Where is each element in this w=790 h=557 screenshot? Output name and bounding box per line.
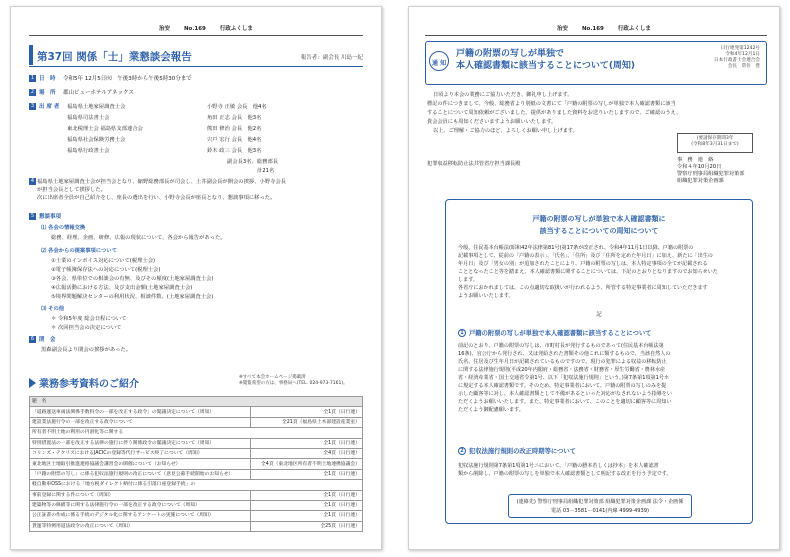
table-row — [30, 521, 363, 531]
section-body-line: 示した顧客等に対し、本人確認書類として不備があるといった対応がなされないよう指導をい — [458, 391, 672, 397]
topic-2-item: ④広報活動における方法、及び支出金額(土地家屋調査士会) — [51, 285, 193, 291]
table-row — [30, 469, 363, 479]
reference-header — [29, 375, 363, 393]
section-heading-text: 犯収法施行規則の改正時期等について — [469, 448, 576, 455]
section-body-line: 類から削除し、戸籍の附票の写しを単独で本人確認書類として明記する改正を行う予定です。 — [458, 471, 672, 477]
section-number-circle: 2 — [458, 447, 466, 455]
cell-source: 全1頁（日行連） — [251, 500, 363, 510]
section-1-body — [458, 342, 742, 414]
header-publication: 行政ふくしま — [219, 26, 253, 32]
cell-title: 事前登録に関する件について（周知） — [30, 490, 251, 500]
topic-2-item: ③各会、県単位での相談会の有無、及びその頻度(土地家屋調査士会) — [51, 276, 214, 282]
attendee-org: 福島県土地家屋調査士会 — [67, 104, 126, 110]
cell-title: 所有者不明土地の利用の円滑化等に関する — [30, 428, 363, 438]
cell-source: 全21頁（福島県土木部建設産業室） — [251, 417, 363, 427]
cell-title: 軽自動車OSSにおける「地方税ダイレクト納付に係る引落口座登録手続」の — [30, 480, 363, 490]
cell-title: 公正証書の作成に係る手続のデジタル化に関するアンケートの実施について（周知） — [30, 511, 251, 521]
reference-title: 業務参考資料のご紹介 — [39, 379, 139, 390]
section-body-line: 省・経済産業省・国土交通省令第1号、以下「犯収法施行規則」という。)第7条第1項第1号ホ — [458, 375, 670, 381]
section-body-line: 前記のとおり、戸籍の附票の写しは、市町村長が発行するものであって(住民基本台帳法第 — [458, 343, 664, 349]
header-issue-number: No.169 — [183, 26, 206, 32]
cell-source: 全1頁（日行連） — [251, 407, 363, 417]
cell-title: 「戸籍の附票の写し」に係る犯収法施行規則の改正について（意見公募手続開始のお知らせ） — [30, 469, 251, 479]
item-attendees — [29, 103, 63, 111]
topic-3-heading: ⑶ その他 — [41, 306, 65, 312]
cell-source: 全1頁（日行連） — [251, 438, 363, 448]
cell-title: 「道路運送車両法関係手数料令の一部を改正する政令」の閲議決定について（周知） — [30, 407, 251, 417]
sender-dept: 組織犯罪対策企画課 — [677, 178, 724, 184]
cell-source: 全1頁（日行連） — [251, 469, 363, 479]
header-publication: 行政ふくしま — [617, 26, 651, 32]
column-header: 題 名 — [30, 397, 363, 407]
report-title: 第37回 関係「士」業懇談会報告 — [37, 51, 192, 63]
item-closing — [29, 336, 63, 344]
notice-title-line: 本人確認書類に該当することについて(周知) — [456, 61, 636, 71]
cell-source: 全25頁（日行連） — [251, 521, 363, 531]
doc-body — [458, 244, 742, 300]
item-label: 場 所 — [39, 90, 56, 96]
left-page-header — [159, 24, 265, 32]
cell-source: 全4頁（東北地区所有者不明土地連携協議会） — [251, 459, 363, 469]
intro-line: 次に出席者全員が自己紹介をし、座長の選出を行い、小野寺会長が座長となり、懇談事項に移った。 — [37, 195, 276, 201]
contact-phone: 電話 03－3581－0141(内線 4999-4939) — [551, 508, 649, 514]
retention-line: (要請保存期間3年 — [696, 136, 734, 141]
topic-2-item: ①士業のインボイス対応について(税理士会) — [51, 258, 156, 264]
item-date — [29, 75, 192, 83]
attendee-org: 福島県社会保険労務士会 — [67, 137, 126, 143]
addressee: 犯罪収益移転防止法共管省庁担当課長殿 — [427, 161, 521, 167]
sender-block — [677, 157, 744, 185]
notice-date: 令和4年12月1日 — [725, 52, 760, 57]
reference-table — [29, 396, 363, 532]
right-page — [408, 6, 780, 550]
notice-doc-number: 日行連発第1242号 — [720, 46, 760, 51]
header-rule — [29, 35, 363, 36]
topic-2-item: ⑤境界問題解決センターの利用状況、相談件数、(土地家屋調査士会) — [51, 294, 214, 300]
sender-date: 令和４年10月20日 — [677, 164, 722, 170]
table-row — [30, 428, 363, 438]
topic-3-item: ＊ 令和5年度 総会日程について — [51, 316, 127, 322]
notice-title — [456, 48, 635, 72]
header-org: 治安 — [557, 26, 569, 32]
item-number: 1 — [30, 75, 35, 81]
table-row — [30, 448, 363, 458]
section-body-line: に規定する本人確認書類です。そのため、特定事業者において、戸籍の附票の写しのみを提 — [458, 383, 667, 389]
right-page-header — [557, 24, 663, 32]
section-body-line: 16条)、官公庁から発行され、又は発給された書類その他これに類するもので、当該自然人の — [458, 351, 671, 357]
cell-source: 全1頁（日行連） — [251, 490, 363, 500]
notice-title-line: 戸籍の附票の写しが単独で — [456, 49, 565, 59]
cell-title: コリンズ・テクリスにおけるJACICの登録等代行サービス終了について（周知） — [30, 448, 251, 458]
topic-3-item: ＊ 次回担当会の決定について — [51, 325, 122, 331]
doc-body-line: 記載事項として、従前の「戸籍の表示」、「氏名」、「住所」及び「住所を定めた年月日」に加え、新たに「出生の — [458, 253, 713, 259]
table-row — [30, 500, 363, 510]
attendee-extra: 副会長3名、総務部長 — [227, 159, 279, 165]
item-label: 閉 会 — [39, 337, 56, 343]
doc-body-line: 今般、住民基本台帳法(昭和42年法律第81号)第17条が改正され、令和4年11月1日以降、戸籍の附票の — [458, 245, 694, 251]
doc-body-line: 各省庁におかれましては、この点適切な取扱いが行われるよう、所管する特定事業者に周知していただきます — [458, 285, 708, 291]
contact-dept: (連絡先) 警察庁刑事局組織犯罪対策部 組織犯罪対策企画課 法令・企画係 — [516, 499, 684, 505]
attendee-org: 福島県行政書士会 — [67, 148, 110, 154]
reporter: 報告者：副会長 川島一紀 — [300, 55, 363, 61]
table-row — [30, 407, 363, 417]
cell-title: 特別措置法の一部を改正する法律の施行に伴う関係政令の閣議決定について（周知） — [30, 438, 251, 448]
section-body-line: 氏名、住居及び生年月日が記載されているものですので、現行の犯罪による収益の移転防止 — [458, 359, 667, 365]
document-frame — [445, 199, 753, 524]
doc-body-line: ようお願いいたします。 — [458, 293, 514, 299]
intro-line: 福島県土地家屋調査士会が担当会となり、縮野総務部長が司会し、土井副会長が開会の挨拶、小野寺会長 — [37, 179, 286, 185]
attendee-person: 熊田 修治 会長 他2名 — [207, 126, 262, 132]
item-topics — [29, 213, 61, 221]
item-number: 5 — [30, 213, 35, 219]
cell-source: 全4頁（日行連） — [251, 448, 363, 458]
notice-title-box — [425, 41, 767, 85]
attendee-org: 福島県司法書士会 — [67, 115, 110, 121]
table-row — [30, 480, 363, 490]
item-number: 4 — [30, 178, 35, 184]
section-body-line: に関する法律施行規則(平成20年内閣府・総務省・法務省・財務省・厚生労働省・農林水産 — [458, 367, 666, 373]
doc-body-line: 年月日」及び「男女の別」が追加されたことにより、戸籍の附票の写しは、本人特定事項の全てが記載される — [458, 261, 708, 267]
section-number-circle: 1 — [458, 329, 466, 337]
item-number: 2 — [30, 89, 35, 95]
cell-title: 建築物等の修繕等に関する法律施行令の一部を改正する政令について（周知） — [30, 500, 251, 510]
ki-marker: 記 — [596, 312, 602, 318]
section-body-line: ただくよう御配慮願います。 — [458, 407, 524, 413]
header-rule — [425, 35, 767, 36]
cell-title: 建設業法施行令の一部を改正する政令について — [30, 417, 251, 427]
sender-doc-type: 事 務 連 絡 — [677, 157, 714, 163]
section-1-heading — [458, 328, 651, 337]
attendee-org: 東北税理士会 福島県支部連合会 — [67, 126, 143, 132]
attendee-person: 鈴木 政三 会長 他3名 — [207, 148, 262, 154]
section-2-body — [458, 462, 742, 478]
section-body-line: ただくようお願いいたします。また、特定事業者において、このことを適切に顧客等に周知い — [458, 399, 672, 405]
table-row — [30, 417, 363, 427]
doc-body-line: します。 — [458, 277, 478, 283]
section-body-line: 犯収法施行規則第7条第1項第1号ニにおいて、「戸籍の謄本若しくは抄本」を本人確認書 — [458, 463, 659, 469]
topic-2-item: ②電子帳簿保存法への対応について(税理士会) — [51, 267, 161, 273]
table-header-row — [30, 397, 363, 407]
table-row — [30, 511, 363, 521]
contact-box — [508, 494, 692, 518]
intro-paragraph — [37, 178, 357, 202]
reference-notes — [239, 375, 348, 387]
item-label: 日 時 — [39, 76, 56, 82]
item-label: 出 席 者 — [39, 104, 60, 110]
section-heading-text: 戸籍の附票の写しが単独で本人確認書類に該当することについて — [469, 330, 652, 337]
attendee-total: 計21名 — [257, 168, 275, 174]
closing-text: 黒森副会長より閉会の挨拶があった。 — [41, 347, 131, 353]
header-org: 治安 — [159, 26, 171, 32]
topic-1-body: 総務、経理、企画、研修、広報の現状について、各会から報告があった。 — [51, 235, 226, 241]
reference-note: ※閲覧希望の方は、事務局へ(TEL. 024-973-7161)。 — [239, 381, 348, 386]
item-label: 懇談事項 — [39, 214, 62, 220]
cell-title: 貨運等特例用道法政令の改正について（周知） — [30, 521, 251, 531]
section-2-heading — [458, 446, 576, 455]
cell-source: 全1頁（日行連） — [251, 511, 363, 521]
left-page — [10, 6, 382, 550]
notice-label: 通 知 — [432, 60, 447, 67]
topic-2-heading: ⑵ 各会からの提案事項について — [41, 248, 117, 254]
intro-line: 標記の件につきまして、今般、総務省より別紙の文書にて「戸籍の附票の写しが単独で本人確認書類に該当 — [427, 101, 676, 107]
notice-signer: 会長 常住 豊 — [727, 64, 760, 69]
table-row — [30, 459, 363, 469]
retention-line: (令和8年3月31日まで) — [691, 142, 739, 147]
intro-line: 以上、ご理解・ご協力のほど、よろしくお願い申し上げます。 — [433, 128, 578, 134]
table-row — [30, 490, 363, 500]
doc-body-line: こととなったこと等を踏まえ、本人確認書類に関することについては、下記のとおりとなりますのでお知らせいた — [458, 269, 718, 275]
item-number: 6 — [30, 336, 35, 342]
notice-issuer: 日本行政書士会連合会 — [714, 58, 760, 63]
attendee-person: 角田 正志 会長 他3名 — [207, 115, 262, 121]
topic-3-item-text: 令和5年度 総会日程について — [57, 316, 127, 322]
header-issue-number: No.169 — [581, 26, 604, 32]
cell-title: 東北地区土地取引推進連絡協議会講習会の開催について（お知らせ） — [30, 459, 251, 469]
attendee-person: 宍戸 宏行 会長 他4名 — [207, 137, 262, 143]
notice-meta — [714, 46, 760, 70]
item-number: 3 — [30, 103, 35, 109]
topic-3-item-text: 次回担当会の決定について — [57, 325, 122, 331]
sender-org: 警察庁刑事局組織犯罪対策部 — [677, 171, 745, 177]
report-title-box — [29, 45, 363, 67]
item-text: 令和5年 12月5日㈫ 午後3時から午後5時30分まで — [63, 76, 192, 82]
intro-line: 日頃より本会の業務にご協力いただき、御礼申し上げます。 — [433, 92, 573, 98]
intro-line: 貴会会員にも周知くださいますようお願いいたします。 — [427, 119, 557, 125]
doc-title-line: 該当することについての周知について — [539, 227, 659, 235]
intro-line: が担当会長として挨拶した。 — [37, 187, 106, 193]
intro-line: することについて周知依頼がございました。提供がありました資料をお送りいたしますので、ご確認のうえ、 — [427, 110, 682, 116]
reference-note: ※すべて本会ホームページ掲載済 — [239, 375, 306, 380]
title-accent-bar — [29, 45, 33, 65]
item-place — [29, 89, 134, 97]
triangle-arrow-icon — [29, 378, 36, 388]
item-text: 郡山ビューホテルアネックス — [63, 90, 134, 96]
topic-1-heading: ⑴ 各会の情報交換 — [41, 225, 86, 231]
doc-title-line: 戸籍の附票の写しが単独で本人確認書類に — [532, 215, 666, 223]
table-row — [30, 438, 363, 448]
retention-box — [677, 133, 753, 153]
attendee-person: 小野寺 正敏 会長 他4名 — [207, 104, 267, 110]
